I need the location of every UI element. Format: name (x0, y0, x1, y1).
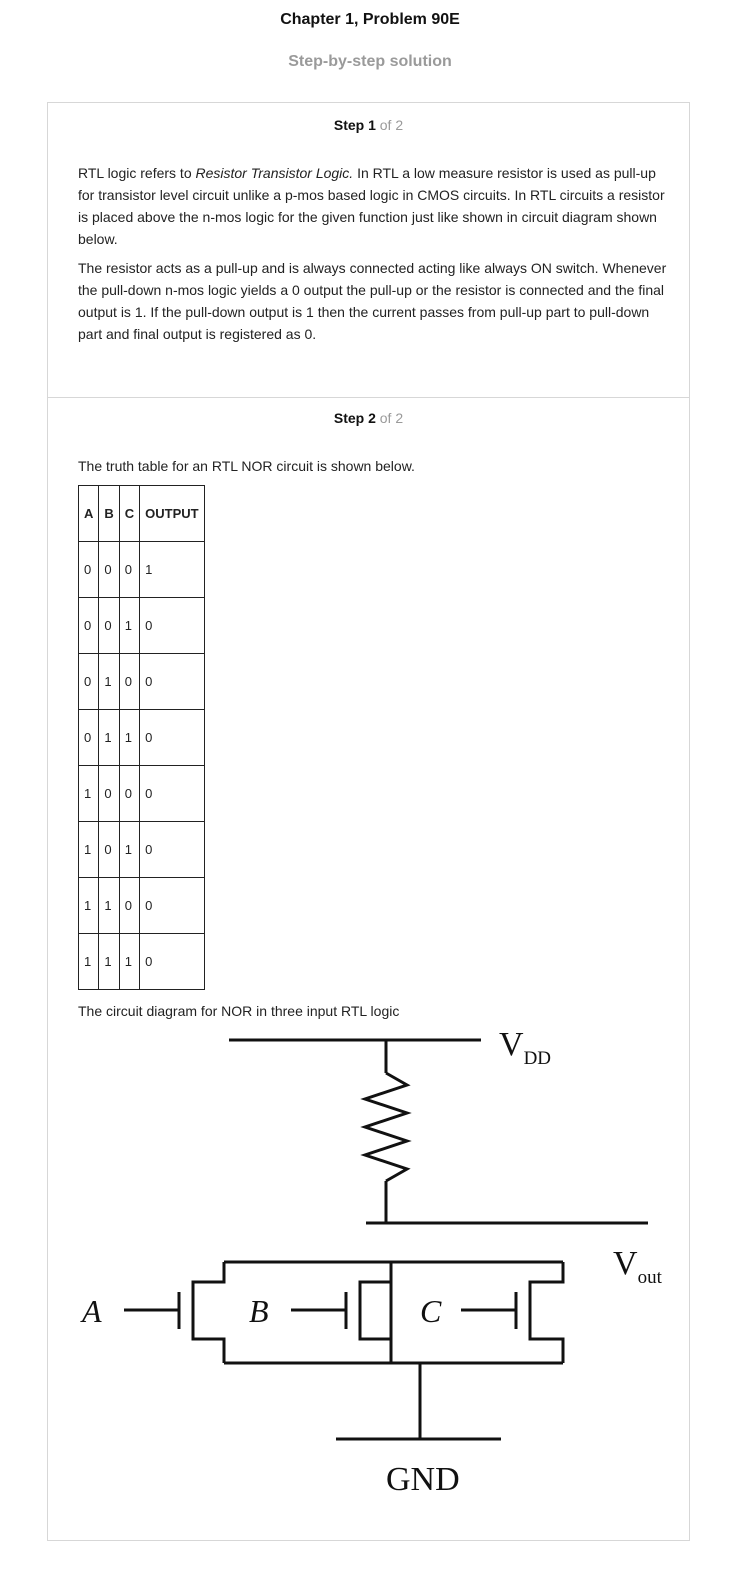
input-c-label: C (420, 1293, 442, 1329)
table-cell: 0 (140, 654, 204, 710)
table-cell: 1 (79, 934, 99, 990)
table-cell: 0 (119, 654, 139, 710)
table-cell: 1 (79, 766, 99, 822)
table-cell: 0 (140, 878, 204, 934)
header-cell: OUTPUT (140, 486, 204, 542)
table-cell: 0 (140, 934, 204, 990)
rtl-nor-circuit-diagram (48, 103, 689, 1540)
input-a-label: A (82, 1293, 102, 1329)
header-cell: A (79, 486, 99, 542)
table-cell: 0 (119, 766, 139, 822)
pull-up-resistor (365, 1073, 407, 1181)
transistor-a (124, 1262, 224, 1363)
table-cell: 0 (140, 598, 204, 654)
table-cell: 0 (79, 654, 99, 710)
truth-table-intro: The truth table for an RTL NOR circuit is shown below. (78, 458, 415, 474)
step-1-paragraph-2: The resistor acts as a pull-up and is always connected acting like always ON switch. Whenever the pull-down n-mos logic yields a 0 output the pull-up or the resistor is connected and the final output is 1. If the pull-down output is 1 then the current passes from pull-up part to pull-down part and final output is registered as 0. (78, 260, 667, 342)
paragraph-1-emphasis: Resistor Transistor Logic. (195, 165, 354, 181)
transistor-b (291, 1282, 391, 1339)
table-cell: 1 (79, 878, 99, 934)
header-cell: C (119, 486, 139, 542)
table-cell: 1 (99, 934, 119, 990)
table-cell: 0 (140, 822, 204, 878)
table-cell: 0 (79, 598, 99, 654)
paragraph-1-text-end: In RTL a low measure resistor is used as pull-up for transistor level circuit unlike a p-mos based logic in CMOS circuits. In RTL circuits a resistor is placed above the n-mos logic for the given function just like shown in circuit diagram shown below. (78, 165, 665, 247)
table-cell: 1 (79, 822, 99, 878)
table-cell: 1 (119, 822, 139, 878)
table-cell: 0 (140, 766, 204, 822)
table-cell: 0 (79, 710, 99, 766)
paragraph-1-text-start: RTL logic refers to (78, 165, 196, 181)
step-2-of: of 2 (379, 410, 404, 426)
table-cell: 1 (99, 710, 119, 766)
table-cell: 0 (99, 822, 119, 878)
table-cell: 0 (119, 878, 139, 934)
table-cell: 1 (119, 598, 139, 654)
table-cell: 0 (99, 766, 119, 822)
table-cell: 1 (140, 542, 204, 598)
table-cell: 0 (99, 542, 119, 598)
input-b-label: B (249, 1293, 269, 1329)
page-subtitle: Step-by-step solution (288, 53, 452, 70)
table-cell: 0 (99, 598, 119, 654)
gnd-label: GND (386, 1461, 460, 1498)
solution-card (47, 102, 690, 1541)
table-cell: 1 (119, 710, 139, 766)
table-cell: 1 (99, 878, 119, 934)
table-cell: 0 (140, 710, 204, 766)
table-cell: 1 (99, 654, 119, 710)
step-1-label: Step 1 (333, 117, 376, 133)
vout-label: $V_{out}$ (613, 1245, 662, 1288)
transistor-c (461, 1262, 563, 1363)
step-1-of: of 2 (379, 117, 404, 133)
diagram-caption: The circuit diagram for NOR in three input RTL logic (78, 1003, 400, 1019)
table-cell: 0 (119, 542, 139, 598)
table-cell: 1 (119, 934, 139, 990)
step-2-label: Step 2 (333, 410, 376, 426)
vdd-label: $V_{DD}$ (499, 1026, 552, 1069)
table-cell: 0 (79, 542, 99, 598)
header-cell: B (99, 486, 119, 542)
page-title: Chapter 1, Problem 90E (280, 11, 460, 28)
